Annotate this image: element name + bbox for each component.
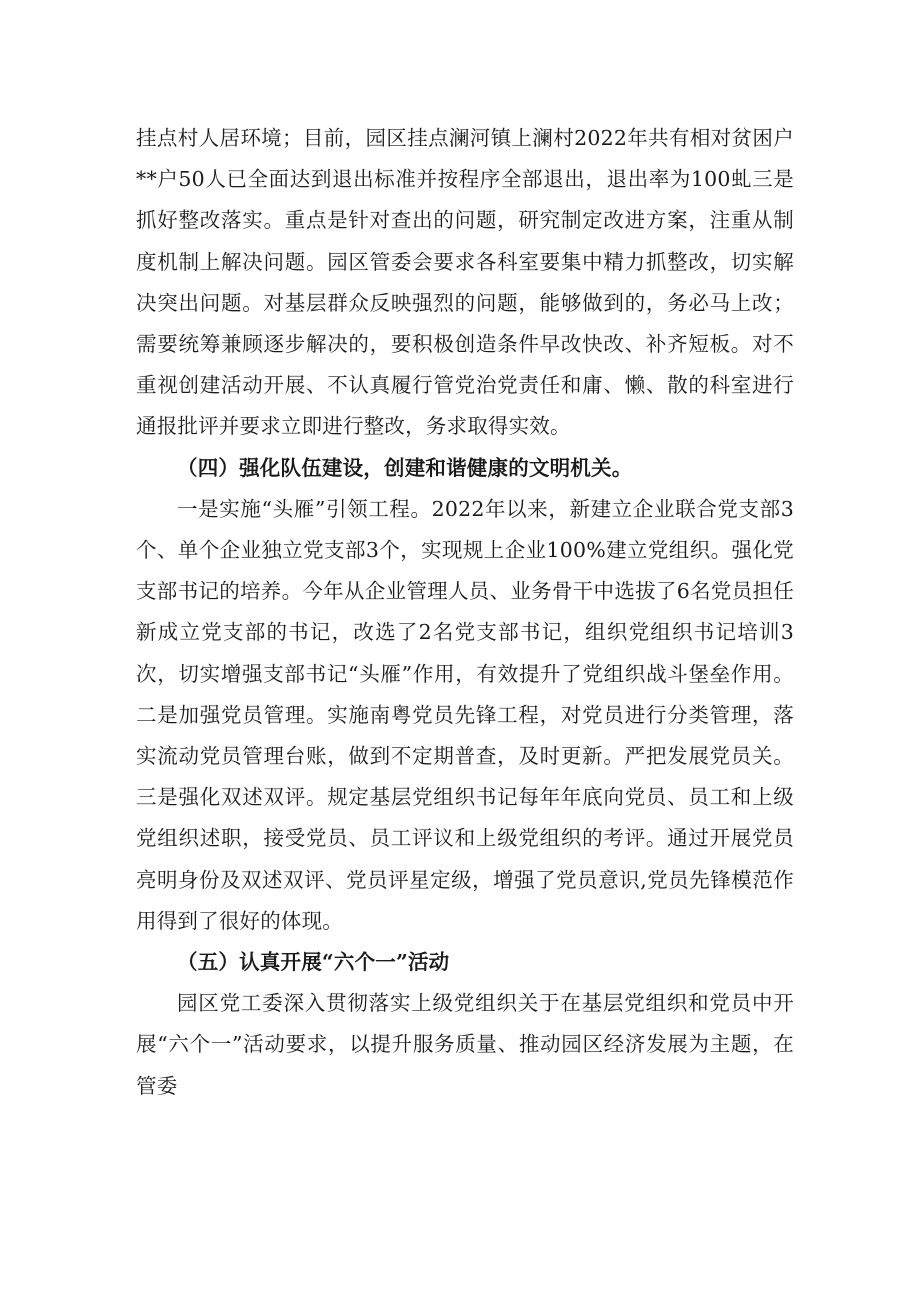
paragraph-rural-environment: 挂点村人居环境；目前，园区挂点澜河镇上澜村2022年共有相对贫困户**户50人已全面达到退出标准并按程序全部退出，退出率为100虬三是抓好整改落实。重点是针对查出的问题，研究制定改进方案，注重从制度机制上解决问题。园区管委会要求各科室要集中精力抓整改，切实解决突出问题。对基层群众反映强烈的问题，能够做到的，务必马上改；需要统筹兼顾逐步解决的，要积极创造条件早改快改、补齐短板。对不重视创建活动开展、不认真履行管党治党责任和庸、懒、散的科室进行通报批评并要求立即进行整改，务求取得实效。 [136, 126, 794, 439]
paragraph-team-building: 一是实施“头雁”引领工程。2022年以来，新建立企业联合党支部3个、单个企业独立党支部3个，实现规上企业100%建立党组织。强化党支部书记的培养。今年从企业管理人员、业务骨干中选拔了6名党员担任新成立党支部的书记，改选了2名党支部书记，组织党组织书记培训3次，切实增强支部书记“头雁”作用，有效提升了党组织战斗堡垒作用。二是加强党员管理。实施南粤党员先锋工程，对党员进行分类管理，落实流动党员管理台账，做到不定期普查，及时更新。严把发展党员关。三是强化双述双评。规定基层党组织书记每年年底向党员、员工和上级党组织述职，接受党员、员工评议和上级党组织的考评。通过开展党员亮明身份及双述双评、党员评星定级，增强了党员意识,党员先锋模范作用得到了很好的体现。 [136, 496, 794, 933]
document-body [136, 118, 794, 1107]
section-heading-four: （四）强化队伍建设，创建和谐健康的文明机关。 [177, 455, 633, 480]
section-heading-five: （五）认真开展“六个一”活动 [177, 950, 450, 975]
paragraph-six-one-activity: 园区党工委深入贯彻落实上级党组织关于在基层党组织和党员中开展“六个一”活动要求，以提升服务质量、推动园区经济发展为主题，在管委 [136, 991, 794, 1098]
